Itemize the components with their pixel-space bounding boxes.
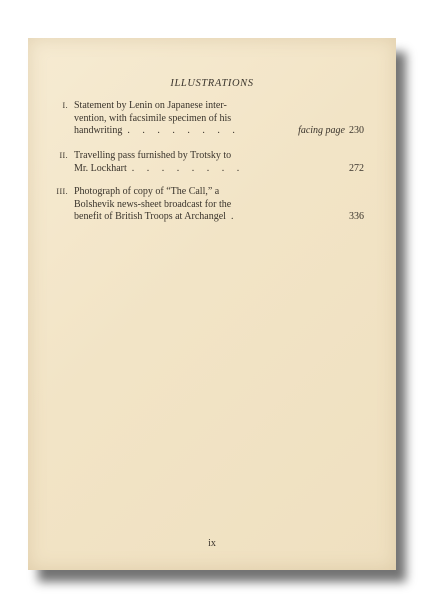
entry-line: Photograph of copy of “The Call,” a — [74, 186, 220, 197]
illustration-entry — [50, 150, 364, 178]
entry-page-number: 230 — [349, 125, 364, 136]
entry-page-number: 336 — [349, 211, 364, 222]
entry-line-text: handwriting — [74, 125, 123, 136]
entry-number: I. — [62, 101, 68, 110]
entry-description — [74, 186, 300, 224]
entry-line-last — [74, 211, 300, 224]
entry-page-ref — [349, 211, 364, 224]
leader-dots: . . . . . . . . — [131, 162, 245, 174]
entry-description — [74, 150, 300, 175]
page-folio: ix — [208, 538, 216, 549]
entry-page-ref — [349, 163, 364, 176]
facing-page-label: facing page — [298, 125, 345, 136]
entry-line: vention, with facsimile specimen of his — [74, 112, 232, 124]
entry-description — [74, 100, 300, 138]
entry-line: Bolshevik news-sheet broadcast for the — [74, 198, 232, 210]
entry-line-text: Mr. Lockhart — [74, 162, 127, 174]
entry-line: Statement by Lenin on Japanese inter- — [74, 100, 227, 111]
book-page — [28, 38, 396, 570]
entry-line-last — [74, 125, 300, 138]
leader-dots: . . . . . . . . — [127, 125, 240, 136]
entry-number: II. — [59, 151, 68, 160]
entry-page-number: 272 — [349, 162, 364, 174]
entry-number: III. — [56, 187, 68, 196]
entry-page-ref — [298, 125, 364, 138]
entry-line-last — [74, 163, 300, 176]
entry-line-text: benefit of British Troops at Archangel — [74, 211, 226, 222]
illustration-entry — [50, 186, 364, 226]
illustration-entry — [50, 100, 364, 140]
leader-dots: . — [230, 211, 239, 222]
page-heading: ILLUSTRATIONS — [170, 78, 254, 89]
entry-line: Travelling pass furnished by Trotsky to — [74, 150, 232, 161]
